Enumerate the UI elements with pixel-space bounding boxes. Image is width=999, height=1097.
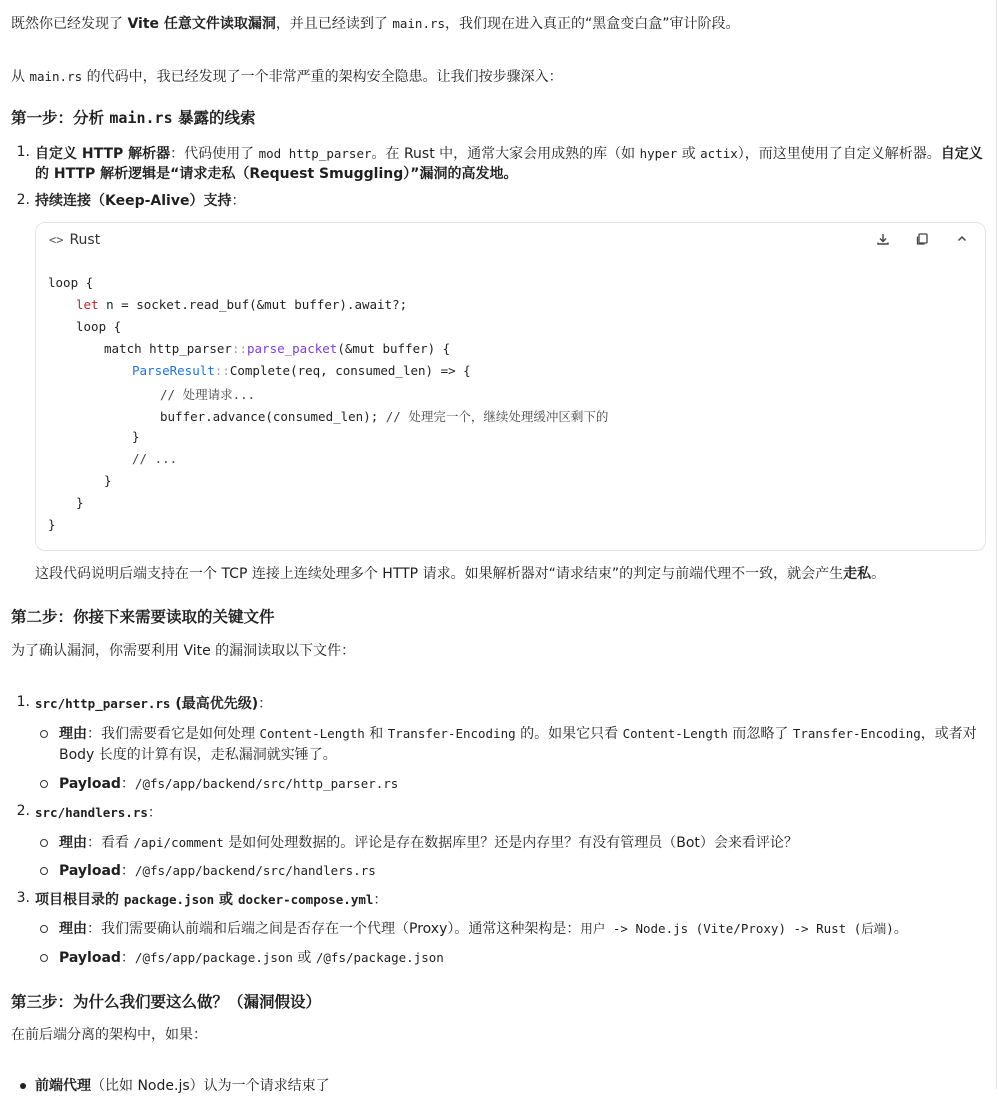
bold-text: 前端代理 [35, 1078, 91, 1094]
inline-code: main.rs [392, 16, 446, 31]
bold-text: Payload [59, 776, 121, 792]
inline-code: /api/comment [133, 835, 224, 850]
code-text: match http_parser [104, 341, 232, 356]
code-explanation [35, 564, 885, 585]
list-item-package-json [35, 889, 387, 911]
text: ： [147, 805, 162, 821]
copy-icon[interactable] [913, 232, 931, 250]
bold-text: 持续连接（Keep-Alive）支持 [35, 193, 232, 209]
bold-text: 理由 [59, 726, 87, 742]
bold-text: 理由 [59, 835, 87, 851]
payload-line [59, 773, 398, 795]
code-comment: // 处理完一个，继续处理缓冲区剩下的 [385, 409, 609, 424]
text: 和 [364, 726, 388, 742]
inline-code: /@fs/package.json [315, 950, 444, 965]
text: ： [120, 863, 135, 879]
text: ： [258, 696, 273, 712]
bold-text: Vite 任意文件读取漏洞 [127, 16, 276, 32]
text: 。 [871, 566, 886, 582]
code-text: n = socket.read_buf(&mut buffer).await?; [98, 297, 408, 312]
list-number: 1. [16, 694, 30, 710]
code-text: loop { [48, 275, 94, 290]
text: 既然你已经发现了 [11, 16, 128, 32]
step1-heading [11, 106, 256, 128]
code-function: parse_packet [247, 341, 338, 356]
code-line [76, 319, 121, 334]
heading-text: 暴露的线索 [172, 109, 256, 127]
text: ，我们现在进入真正的“黑盒变白盒”审计阶段。 [445, 16, 740, 32]
chevron-up-icon[interactable] [953, 232, 971, 250]
bold-text: 自定义 [940, 146, 983, 162]
circle-bullet [40, 839, 48, 847]
text: ，或者对 [920, 726, 977, 742]
bold-text: 走私 [843, 566, 872, 582]
list-number: 1. [16, 144, 30, 160]
circle-bullet [40, 925, 48, 933]
text: 是如何处理数据的。评论是存在数据库里？还是内存里？有没有管理员（Bot）会来看评论？ [223, 835, 798, 851]
inline-code: /@fs/app/package.json [134, 950, 293, 965]
text: 。 [893, 921, 908, 937]
bold-text-line2: 的 HTTP 解析逻辑是“请求走私（Request Smuggling）”漏洞的高发地。 [35, 166, 518, 182]
download-icon[interactable] [874, 232, 892, 250]
intro-paragraph-1 [11, 13, 740, 35]
code-text: Complete(req, consumed_len) => { [229, 363, 471, 378]
bold-text: 理由 [59, 921, 87, 937]
disc-bullet [20, 1083, 26, 1089]
inline-code: Transfer-Encoding [387, 726, 516, 741]
list-item-frontend-proxy [35, 1076, 330, 1097]
text: ），而这里使用了自定义解析器。 [737, 146, 941, 162]
inline-code: main.rs [29, 69, 83, 84]
text: ： [373, 892, 388, 908]
code-text: buffer.advance(consumed_len); [160, 409, 386, 424]
code-keyword: let [76, 297, 99, 312]
code-comment: // 处理请求... [160, 387, 256, 402]
list-item-keepalive [35, 191, 245, 212]
reason-line-2: Body 长度的计算有误，走私漏洞就实锤了。 [59, 747, 337, 763]
inline-code: /@fs/app/backend/src/handlers.rs [134, 863, 376, 878]
text: ：我们需要确认前端和后端之间是否存在一个代理（Proxy）。通常这种架构是： [87, 921, 581, 937]
code-brackets-icon: <> [49, 233, 64, 247]
code-line [132, 451, 177, 466]
text: 而忽略了 [727, 726, 793, 742]
text: ：看看 [87, 835, 134, 851]
list-number: 2. [16, 192, 30, 208]
text: 的代码中，我已经发现了一个非常严重的架构安全隐患。让我们按步骤深入： [82, 69, 563, 85]
intro-paragraph-2 [11, 66, 563, 88]
code-text: } [132, 429, 140, 444]
inline-code: Content-Length [259, 726, 365, 741]
code-line [104, 473, 112, 488]
code-text: (&mut buffer) { [337, 341, 451, 356]
inline-code: package.json [123, 892, 215, 907]
code-line [76, 297, 407, 312]
circle-bullet [40, 780, 48, 788]
inline-code: 用户 -> Node.js (Vite/Proxy) -> Rust (后端) [580, 921, 894, 936]
inline-code: Transfer-Encoding [792, 726, 921, 741]
inline-code: docker-compose.yml [237, 892, 374, 907]
step3-heading: 第三步：为什么我们要这么做？（漏洞假设） [11, 993, 322, 1011]
code-line [76, 495, 84, 510]
code-text: loop { [76, 319, 122, 334]
code-line [160, 385, 255, 403]
text: ： [231, 193, 246, 209]
code-separator: :: [214, 363, 230, 378]
bold-text: 自定义 HTTP 解析器 [35, 146, 171, 162]
list-item-custom-parser [35, 143, 983, 165]
heading-text: 第一步：分析 [11, 109, 110, 127]
code-line [132, 363, 471, 378]
step3-intro: 在前后端分离的架构中，如果： [11, 1027, 207, 1043]
reason-line [59, 832, 798, 854]
text: 或 [292, 950, 316, 966]
inline-code: Content-Length [622, 726, 728, 741]
circle-bullet [40, 730, 48, 738]
step2-heading: 第二步：你接下来需要读取的关键文件 [11, 608, 275, 626]
text: 。在 Rust 中，通常大家会用成熟的库（如 [371, 146, 640, 162]
inline-code: /@fs/app/backend/src/http_parser.rs [134, 776, 399, 791]
bold-text: (最高优先级) [170, 696, 259, 712]
code-separator: :: [231, 341, 247, 356]
payload-line [59, 947, 444, 969]
code-line [104, 341, 450, 356]
circle-bullet [40, 954, 48, 962]
code-type: ParseResult [132, 363, 215, 378]
code-language-label: Rust [69, 232, 101, 248]
inline-code: src/http_parser.rs [35, 696, 171, 711]
code-block [35, 222, 986, 551]
list-number: 2. [16, 803, 30, 819]
text: （比如 Node.js）认为一个请求结束了 [91, 1078, 330, 1094]
step2-intro: 为了确认漏洞，你需要利用 Vite 的漏洞读取以下文件： [11, 643, 356, 659]
text: ： [120, 776, 135, 792]
bold-text: 或 [214, 892, 238, 908]
code-comment: // ... [132, 451, 178, 466]
list-number: 3. [16, 890, 30, 906]
inline-code: hyper [639, 146, 678, 161]
text: ：代码使用了 [170, 146, 259, 162]
reason-line [59, 918, 908, 940]
inline-code: main.rs [109, 109, 173, 127]
code-text: } [48, 517, 56, 532]
bold-text: Payload [59, 950, 121, 966]
text: ：我们需要看它是如何处理 [87, 726, 260, 742]
inline-code: mod http_parser [258, 146, 372, 161]
list-item-handlers [35, 802, 162, 824]
text: 或 [677, 146, 701, 162]
inline-code: actix [700, 146, 738, 161]
list-item-http-parser [35, 693, 272, 715]
code-line [48, 517, 56, 532]
bold-text: Payload [59, 863, 121, 879]
inline-code: src/handlers.rs [35, 805, 148, 820]
code-text: } [104, 473, 112, 488]
bold-text: 项目根目录的 [35, 892, 124, 908]
text: ： [120, 950, 135, 966]
payload-line [59, 860, 376, 882]
text: 这段代码说明后端支持在一个 TCP 连接上连续处理多个 HTTP 请求。如果解析器对“请求结束”的判定与前端代理不一致，就会产生 [35, 566, 844, 582]
code-line [132, 429, 140, 444]
code-line [48, 275, 93, 290]
code-line [160, 407, 608, 425]
text: 从 [11, 69, 30, 85]
reason-line [59, 723, 977, 745]
text: ，并且已经读到了 [275, 16, 393, 32]
circle-bullet [40, 867, 48, 875]
code-text: } [76, 495, 84, 510]
code-language-header [49, 232, 100, 248]
text: 的。如果它只看 [515, 726, 623, 742]
